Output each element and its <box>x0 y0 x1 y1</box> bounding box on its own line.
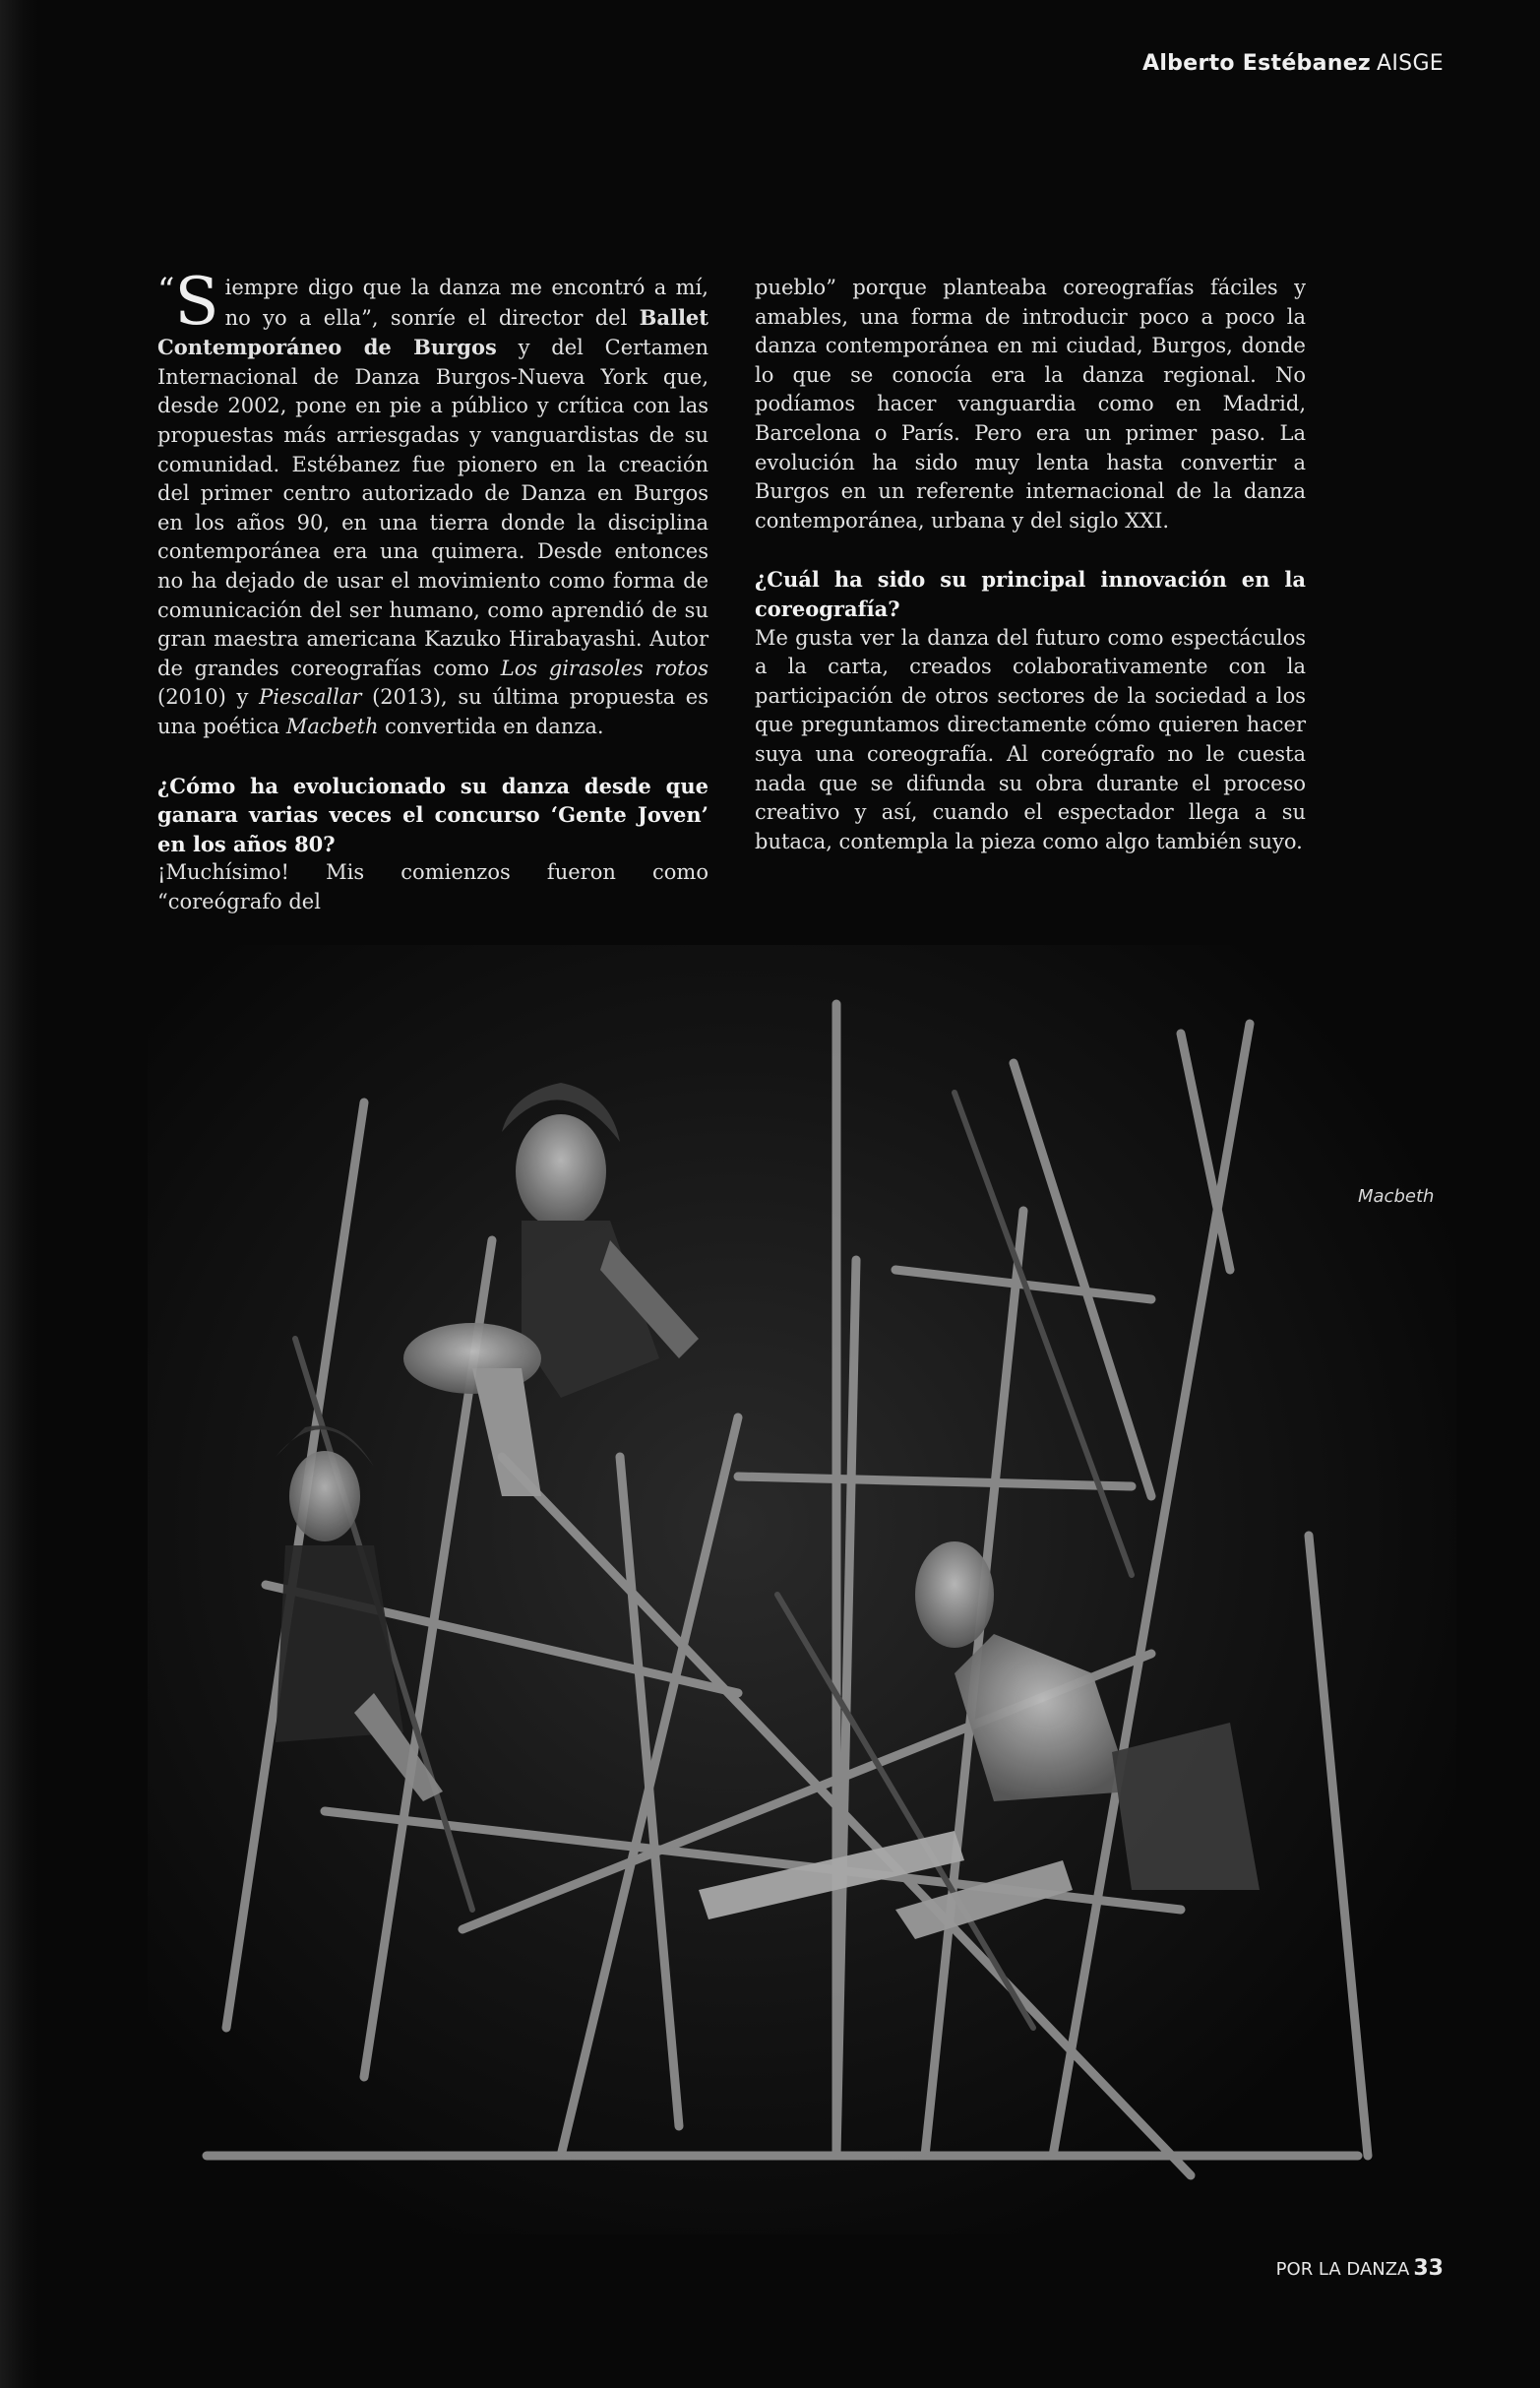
header-publisher: AISGE <box>1377 51 1444 76</box>
footer-magazine-name: POR LA DANZA <box>1275 2259 1410 2280</box>
article-right-column <box>755 274 1306 856</box>
opening-quote: “ <box>157 271 175 310</box>
intro-text-1: iempre digo que la danza me encontró a mí, no yo a ella”, sonríe el director del <box>224 276 708 330</box>
interview-answer-1-end: pueblo” porque planteaba coreografías fáciles y amables, una forma de introducir poco a poco la danza contemporánea en mi ciudad, Burgos, donde lo que se conocía era la danza regional. No podíamos hacer vanguardia como en Madrid, Barcelona o París. Pero era un primer paso. La evolución ha sido muy lenta hasta convertir a Burgos en un referente internacional de la danza contemporánea, urbana y del siglo XXI. <box>755 276 1306 533</box>
interview-answer-2: Me gusta ver la danza del futuro como espectáculos a la carta, creados colaborativamente con la participación de otros sectores de la sociedad a los que preguntamos directamente cómo quieren hacer suya una coreografía. Al coreógrafo no le cuesta nada que se difunda su obra durante el proceso creativo y así, cuando el espectador llega a su butaca, contempla la pieza como algo también suyo. <box>755 625 1306 853</box>
intro-text-4: (2013), su última propuesta es una poética <box>157 685 708 738</box>
intro-text-2: y del Certamen Internacional de Danza Burgos-Nueva York que, desde 2002, pone en pie a público y crítica con las propuestas más arriesgadas y vanguardistas de su comunidad. Estébanez fue pionero en la creación del primer centro autorizado de Danza en Burgos en los años 90, en una tierra donde la disciplina contemporánea era una quimera. Desde entonces no ha dejado de usar el movimiento como forma de comunicación del ser humano, como aprendió de su gran maestra americana Kazuko Hirabayashi. Autor de grandes coreografías como <box>157 336 708 680</box>
scanned-page-edge <box>0 0 39 2388</box>
photo-caption: Macbeth <box>1358 1186 1435 1207</box>
dance-performance-photo <box>148 945 1456 2234</box>
page-header <box>1142 51 1444 76</box>
intro-text-5: convertida en danza. <box>378 714 604 738</box>
interview-answer-1-start: ¡Muchísimo! Mis comienzos fueron como “coreógrafo del <box>157 860 708 913</box>
intro-text-3: (2010) y <box>157 685 260 710</box>
drop-cap <box>157 264 219 340</box>
intro-bold-company: Ballet Contemporáneo de Burgos <box>157 304 708 360</box>
work-title-girasoles: Los girasoles rotos <box>500 656 708 680</box>
interview-question-1: ¿Cómo ha evolucionado su danza desde que ganara varias veces el concurso ‘Gente Joven’ en los años 80? <box>157 773 708 856</box>
footer-page-number: 33 <box>1413 2256 1444 2281</box>
intro-paragraph <box>157 264 708 742</box>
interview-question-2: ¿Cuál ha sido su principal innovación en la coreografía? <box>755 567 1306 621</box>
header-author: Alberto Estébanez <box>1142 51 1372 76</box>
drop-cap-letter: S <box>174 264 219 340</box>
work-title-macbeth: Macbeth <box>285 714 379 738</box>
article-left-column <box>157 264 708 916</box>
work-title-piescallar: Piescallar <box>259 685 362 710</box>
page-footer <box>1276 2256 1444 2281</box>
